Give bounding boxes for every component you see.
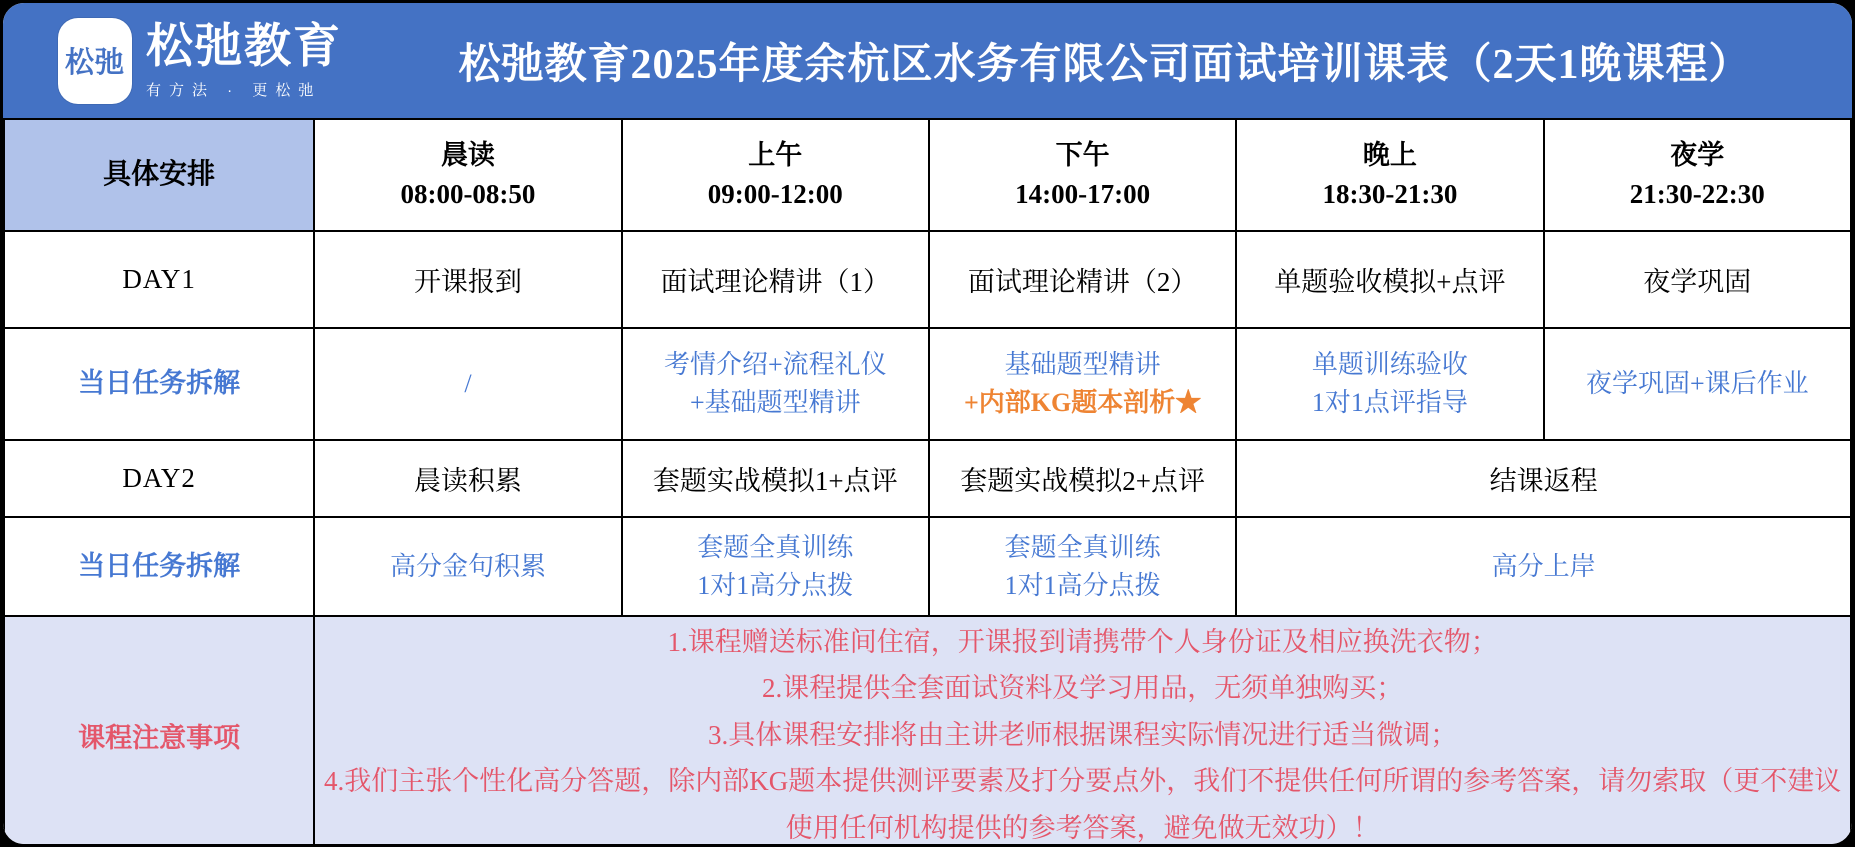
day2-task-row: [4, 517, 1851, 616]
col-name: 上午: [748, 139, 803, 170]
brand-text: [146, 21, 342, 99]
notes-body: [314, 616, 1851, 847]
header-banner: [3, 3, 1852, 118]
task-line: 套题全真训练: [1004, 532, 1161, 562]
day2-task-merged: 高分上岸: [1236, 517, 1851, 616]
task-line: 1对1高分点拨: [697, 570, 854, 600]
day2-row: [4, 440, 1851, 517]
col-time: 08:00-08:50: [400, 179, 536, 209]
header-row: [4, 119, 1851, 231]
day2-task-am: [622, 517, 929, 616]
brand-logo-icon: [58, 18, 132, 104]
logo-badge-text: 松弛: [64, 47, 125, 79]
day2-task-morning-read: 高分金句积累: [314, 517, 621, 616]
task-line: 套题全真训练: [697, 532, 854, 562]
day1-row: [4, 231, 1851, 328]
header-cell-pm: [929, 119, 1236, 231]
header-cell-evening: [1236, 119, 1543, 231]
day1-task-row: [4, 328, 1851, 440]
col-name: 晚上: [1362, 139, 1417, 170]
day2-task-pm: [929, 517, 1236, 616]
task-line: 单题训练验收: [1311, 350, 1468, 380]
page-title: 松弛教育2025年度余杭区水务有限公司面试培训课表（2天1晚课程）: [458, 41, 1752, 88]
day1-evening: 单题验收模拟+点评: [1236, 231, 1543, 328]
col-name: 下午: [1055, 139, 1110, 170]
task-line: 基础题型精讲: [1004, 350, 1161, 380]
day1-night: 夜学巩固: [1544, 231, 1851, 328]
brand-name: 松弛教育: [146, 19, 342, 73]
day1-task-evening: [1236, 328, 1543, 440]
day1-task-morning-read: /: [314, 328, 621, 440]
brand-block: [58, 18, 388, 104]
col-time: 21:30-22:30: [1629, 179, 1765, 209]
col-time: 14:00-17:00: [1015, 179, 1151, 209]
task-line: +基础题型精讲: [689, 388, 861, 417]
note-item: 4.我们主张个性化高分答题，除内部KG题本提供测评要素及打分要点外，我们不提供任何所谓的参考答案，请勿索取（更不建议使用任何机构提供的参考答案，避免做无效功）！: [324, 766, 1842, 843]
day1-am: 面试理论精讲（1）: [622, 231, 929, 328]
day2-morning-read: 晨读积累: [314, 440, 621, 517]
day1-task-am: [622, 328, 929, 440]
brand-tagline: 有方法 · 更松弛: [146, 81, 322, 99]
task-line: 考情介绍+流程礼仪: [663, 350, 887, 380]
col-time: 09:00-12:00: [707, 179, 843, 209]
day1-label: DAY1: [4, 231, 314, 328]
day2-pm: 套题实战模拟2+点评: [929, 440, 1236, 517]
note-item: 2.课程提供全套面试资料及学习用品，无须单独购买；: [762, 673, 1404, 704]
notes-row: [4, 616, 1851, 847]
day2-label: DAY2: [4, 440, 314, 517]
note-item: 3.具体课程安排将由主讲老师根据课程实际情况进行适当微调；: [708, 719, 1458, 750]
day2-am: 套题实战模拟1+点评: [622, 440, 929, 517]
col-time: 18:30-21:30: [1322, 179, 1458, 209]
task-line: 1对1点评指导: [1311, 388, 1468, 417]
col-name: 夜学: [1670, 139, 1725, 170]
task-line-highlight: +内部KG题本剖析★: [963, 388, 1202, 417]
col-name: 晨读: [440, 139, 495, 170]
day1-pm: 面试理论精讲（2）: [929, 231, 1236, 328]
notes-label: 课程注意事项: [4, 616, 314, 847]
schedule-table: [3, 118, 1852, 847]
header-cell-morning-read: [314, 119, 621, 231]
day1-task-night: 夜学巩固+课后作业: [1544, 328, 1851, 440]
header-cell-night: [1544, 119, 1851, 231]
day1-task-label: 当日任务拆解: [4, 328, 314, 440]
day2-merged-return: 结课返程: [1236, 440, 1851, 517]
day1-morning-read: 开课报到: [314, 231, 621, 328]
task-line: 1对1高分点拨: [1004, 570, 1161, 600]
day1-task-pm: [929, 328, 1236, 440]
header-cell-am: [622, 119, 929, 231]
note-item: 1.课程赠送标准间住宿，开课报到请携带个人身份证及相应换洗衣物；: [667, 627, 1498, 657]
day2-task-label: 当日任务拆解: [4, 517, 314, 616]
header-cell-label: 具体安排: [4, 119, 314, 231]
